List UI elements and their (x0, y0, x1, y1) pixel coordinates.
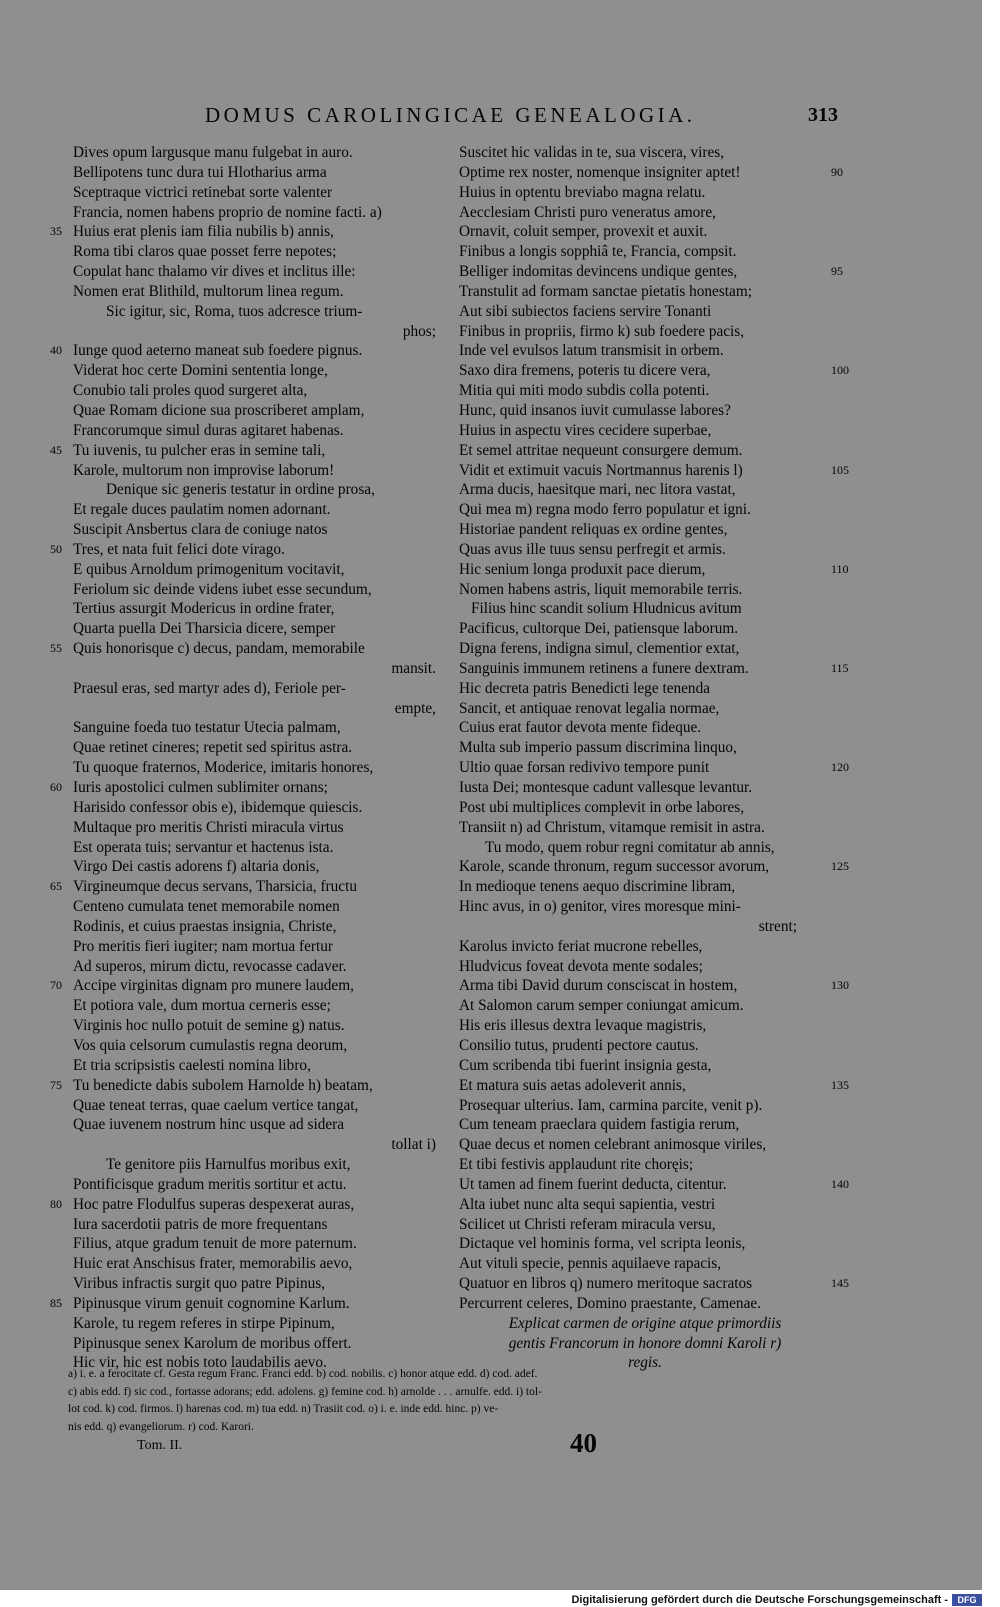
verse-text: Belliger indomitas devincens undique gentes, (459, 263, 738, 281)
verse-text: Finibus a longis sopphiâ te, Francia, compsit. (459, 243, 737, 261)
verse-text: Sanguinis immunem retinens a funere dextram. (459, 659, 749, 677)
verse-line (455, 322, 875, 342)
verse-line (40, 1314, 450, 1334)
verse-text: Praesul eras, sed martyr ades d), Feriole per- (73, 679, 346, 697)
verse-text: Tertius assurgit Modericus in ordine frater, (73, 600, 335, 618)
verse-line (455, 857, 875, 877)
verse-text: Conubio tali proles quod surgeret alta, (73, 382, 308, 400)
verse-text: Copulat hanc thalamo vir dives et inclitus ille: (73, 263, 356, 281)
verse-text: Hunc, quid insanos iuvit cumulasse labores? (459, 401, 731, 419)
verse-text: Ad superos, mirum dictu, revocasse cadaver. (73, 957, 347, 975)
verse-text: Pipinusque senex Karolum de moribus offert. (73, 1334, 352, 1352)
verse-text: Karolus invicto feriat mucrone rebelles, (459, 937, 703, 955)
verse-line (455, 282, 875, 302)
verse-line (455, 183, 875, 203)
verse-text: Rodinis, et cuius praestas insignia, Christe, (73, 917, 337, 935)
line-number: 110 (831, 561, 849, 576)
verse-text: E quibus Arnoldum primogenitum vocitavit, (73, 560, 345, 578)
verse-text: Quarta puella Dei Tharsicia dicere, semper (73, 620, 336, 638)
verse-line (455, 540, 875, 560)
verse-text: Tu modo, quem robur regni comitatur ab annis, (485, 838, 775, 856)
verse-line (40, 441, 450, 461)
footnote-line: a) i. e. a ferocitate cf. Gesta regum Franc. Franci edd. b) cod. nobilis. c) honor atque edd. d) cod. adef. (68, 1368, 538, 1380)
verse-line (455, 1195, 875, 1215)
verse-line (455, 838, 875, 858)
verse-text: Te genitore piis Harnulfus moribus exit, (106, 1156, 351, 1174)
line-number: 70 (50, 978, 62, 993)
verse-line (455, 1254, 875, 1274)
verse-line (455, 580, 875, 600)
line-number: 35 (50, 224, 62, 239)
verse-text: Suscitet hic validas in te, sua viscera, vires, (459, 144, 725, 161)
verse-line (40, 381, 450, 401)
verse-text: Prosequar ulterius. Iam, carmina parcite, venit p). (459, 1096, 763, 1114)
verse-line (40, 818, 450, 838)
verse-line (455, 480, 875, 500)
verse-text: In medioque tenens aequo discrimine libram, (459, 878, 736, 896)
verse-line (455, 699, 875, 719)
verse-text: Arma ducis, haesitque mari, nec litora vastat, (459, 481, 736, 499)
verse-line (455, 639, 875, 659)
verse-text: Tres, et nata fuit felici dote virago. (73, 540, 285, 558)
verse-line (40, 500, 450, 520)
verse-line (40, 976, 450, 996)
verse-line (40, 937, 450, 957)
verse-text: Sanguine foeda tuo testatur Utecia palmam, (73, 719, 341, 737)
verse-text: Virgineumque decus servans, Tharsicia, fructu (73, 878, 357, 896)
verse-line (455, 1115, 875, 1135)
verse-text: Arma tibi David durum consciscat in hostem, (459, 977, 738, 995)
line-number: 45 (50, 442, 62, 457)
footnotes (68, 1366, 828, 1436)
verse-text: Tu iuvenis, tu pulcher eras in semine tali, (73, 441, 326, 459)
verse-text: Bellipotens tunc dura tui Hlotharius arma (73, 163, 327, 181)
verse-text: Hinc avus, in o) genitor, vires moresque mini- (459, 898, 741, 916)
left-verse-column (40, 143, 450, 1373)
verse-text: Aut sibi subiectos faciens servire Tonanti (459, 302, 712, 320)
verse-text: Aecclesiam Christi puro veneratus amore, (459, 203, 716, 221)
verse-line (40, 183, 450, 203)
verse-text: Ornavit, coluit semper, provexit et auxit. (459, 223, 708, 241)
verse-text: phos; (402, 322, 436, 340)
line-number: 80 (50, 1196, 62, 1211)
verse-text: empte, (394, 699, 436, 717)
verse-line (455, 659, 875, 679)
verse-text: Quae Romam dicione sua proscriberet amplam, (73, 401, 365, 419)
verse-text: gentis Francorum in honore domni Karoli r) (508, 1334, 782, 1352)
verse-line (40, 143, 450, 163)
verse-text: strent; (758, 917, 797, 935)
verse-text: Francorumque simul duras agitaret habenas. (73, 421, 344, 439)
verse-line (40, 461, 450, 481)
verse-line (40, 1274, 450, 1294)
verse-text: Quae teneat terras, quae caelum vertice tangat, (73, 1096, 359, 1114)
verse-line (455, 957, 875, 977)
verse-text: Transiit n) ad Christum, vitamque remisit in astra. (459, 818, 765, 836)
verse-text: Nomen erat Blithild, multorum linea regum. (73, 282, 344, 300)
verse-text: Hoc patre Flodulfus superas despexerat auras, (73, 1195, 355, 1213)
verse-text: Explicat carmen de origine atque primordiis (508, 1314, 782, 1332)
verse-line (455, 1016, 875, 1036)
verse-line (455, 738, 875, 758)
verse-text: Huius erat plenis iam filia nubilis b) annis, (73, 223, 334, 241)
verse-line (455, 1234, 875, 1254)
line-number: 60 (50, 780, 62, 794)
verse-text: Tu benedicte dabis subolem Harnolde h) beatam, (73, 1076, 373, 1094)
verse-line (455, 381, 875, 401)
verse-text: Et potiora vale, dum mortua cerneris esse; (73, 997, 331, 1015)
verse-line (40, 917, 450, 937)
verse-line (40, 1254, 450, 1274)
verse-text: Vidit et extimuit vacuis Nortmannus harenis l) (459, 461, 743, 479)
verse-line (40, 1195, 450, 1215)
verse-line (40, 838, 450, 858)
page-number: 313 (808, 104, 838, 126)
dfg-credit-text: Digitalisierung gefördert durch die Deutsche Forschungsgemeinschaft - (571, 1594, 948, 1606)
verse-line (40, 480, 450, 500)
verse-text: Saxo dira fremens, poteris tu dicere vera, (459, 362, 711, 380)
verse-line (455, 897, 875, 917)
verse-line (455, 1314, 875, 1334)
verse-line (40, 341, 450, 361)
verse-text: Huius in aspectu vires cecidere superbae, (459, 421, 712, 439)
verse-text: Iura sacerdotii patris de more frequentans (73, 1215, 328, 1233)
verse-text: Iusta Dei; montesque cadunt vallesque levantur. (459, 779, 753, 796)
verse-line (40, 1215, 450, 1235)
verse-line (455, 1175, 875, 1195)
verse-text: Feriolum sic deinde videns iubet esse secundum, (73, 580, 372, 598)
verse-line (40, 699, 450, 719)
line-number: 125 (831, 859, 849, 874)
verse-line (455, 718, 875, 738)
verse-line (40, 1234, 450, 1254)
verse-text: Viribus infractis surgit quo patre Pipinus, (73, 1275, 326, 1293)
verse-line (455, 441, 875, 461)
verse-line (40, 421, 450, 441)
verse-text: Centeno cumulata tenet memorabile nomen (73, 898, 340, 916)
verse-line (455, 242, 875, 262)
line-number: 90 (831, 164, 843, 179)
verse-line (455, 461, 875, 481)
verse-line (40, 242, 450, 262)
verse-line (40, 877, 450, 897)
verse-line (40, 560, 450, 580)
verse-line (455, 520, 875, 540)
verse-line (455, 599, 875, 619)
verse-line (40, 361, 450, 381)
verse-text: Ut tamen ad finem fuerint deducta, citentur. (459, 1175, 727, 1193)
verse-text: Multa sub imperio passum discrimina linquo, (459, 739, 737, 757)
line-number: 135 (831, 1077, 849, 1092)
line-number: 115 (831, 660, 849, 675)
verse-line (40, 262, 450, 282)
verse-text: His eris illesus dextra levaque magistris, (459, 1017, 707, 1035)
verse-line (455, 917, 875, 937)
verse-line (40, 1294, 450, 1314)
verse-line (40, 778, 450, 798)
verse-line (40, 401, 450, 421)
verse-line (40, 798, 450, 818)
verse-line (455, 1036, 875, 1056)
verse-text: Francia, nomen habens proprio de nomine facti. a) (73, 203, 382, 221)
verse-text: At Salomon carum semper coniungat amicum. (459, 997, 744, 1015)
verse-line (455, 758, 875, 778)
line-number: 65 (50, 879, 62, 894)
line-number: 140 (831, 1176, 849, 1191)
verse-text: Pro meritis fieri iugiter; nam mortua fertur (73, 937, 333, 955)
verse-text: Consilio tutus, prudenti pectore cautus. (459, 1036, 699, 1054)
verse-text: Roma tibi claros quae posset ferre nepotes; (73, 243, 337, 261)
page-title: DOMUS CAROLINGICAE GENEALOGIA. (205, 103, 696, 127)
verse-line (455, 1294, 875, 1314)
verse-text: Filius, atque gradum tenuit de more paternum. (73, 1235, 357, 1253)
verse-line (455, 302, 875, 322)
verse-line (40, 718, 450, 738)
verse-line (455, 560, 875, 580)
verse-text: Tu quoque fraternos, Moderice, imitaris honores, (73, 759, 374, 777)
verse-text: Et semel attritae nequeunt consurgere demum. (459, 441, 743, 459)
verse-line (40, 957, 450, 977)
verse-line (455, 818, 875, 838)
line-number: 120 (831, 760, 849, 775)
footnote-line: c) abis edd. f) sic cod., fortasse adorans; edd. adolens. g) femine cod. h) arnolde . . . arnulfe. edd. i) tol- (68, 1385, 542, 1398)
verse-line (40, 580, 450, 600)
verse-text: Et matura suis aetas adoleverit annis, (459, 1076, 686, 1094)
verse-text: Scilicet ut Christi referam miracula versu, (459, 1215, 716, 1233)
verse-text: Et tria scripsistis caelesti nomina libro, (73, 1056, 311, 1074)
verse-text: Virgo Dei castis adorens f) altaria donis, (73, 858, 320, 876)
verse-line (40, 1096, 450, 1116)
verse-line (40, 163, 450, 183)
verse-text: Est operata tuis; servantur et hactenus ista. (73, 838, 334, 856)
verse-text: Denique sic generis testatur in ordine prosa, (106, 481, 375, 499)
line-number: 85 (50, 1295, 62, 1310)
verse-line (40, 639, 450, 659)
signature-mark: 40 (570, 1428, 597, 1458)
verse-line (40, 1036, 450, 1056)
verse-text: Inde vel evulsos latum transmisit in orbem. (459, 342, 724, 360)
footnote-line: lot cod. k) cod. firmos. l) harenas cod. m) tua edd. n) Trasiit cod. o) i. e. inde edd. hinc. p) ve- (68, 1403, 499, 1415)
verse-text: Iuris apostolici culmen sublimiter ornans; (73, 779, 328, 796)
verse-text: regis. (628, 1354, 662, 1372)
verse-line (40, 679, 450, 699)
verse-text: mansit. (391, 659, 436, 677)
verse-line (40, 1076, 450, 1096)
verse-line (455, 361, 875, 381)
verse-line (455, 1155, 875, 1175)
verse-text: Iunge quod aeterno maneat sub foedere pignus. (73, 342, 363, 360)
verse-text: Nomen habens astris, liquit memorabile terris. (459, 580, 743, 598)
verse-text: Pacificus, cultorque Dei, patiensque laborum. (459, 620, 739, 638)
verse-text: Ultio quae forsan redivivo tempore punit (459, 759, 710, 777)
verse-text: Cum teneam praeclara quidem fastigia rerum, (459, 1116, 740, 1134)
verse-line (40, 222, 450, 242)
verse-text: Digna ferens, indigna simul, clementior extat, (459, 640, 740, 658)
verse-text: Sic igitur, sic, Roma, tuos adcresce trium- (106, 302, 363, 320)
verse-line (40, 540, 450, 560)
digitization-credit-bar (0, 1594, 1000, 1607)
verse-text: Karole, tu regem referes in stirpe Pipinum, (73, 1314, 335, 1332)
verse-text: Cuius erat fautor devota mente fideque. (459, 719, 702, 737)
line-number: 100 (831, 363, 849, 378)
verse-line (40, 599, 450, 619)
volume-label: Tom. II. (137, 1438, 183, 1453)
verse-text: Quae retinet cineres; repetit sed spiritus astra. (73, 739, 353, 757)
verse-text: Et regale duces paulatim nomen adornant. (73, 501, 331, 519)
verse-line (40, 857, 450, 877)
verse-text: Sancit, et antiquae renovat legalia normae, (459, 699, 720, 717)
verse-line (40, 322, 450, 342)
line-number: 50 (50, 541, 62, 556)
verse-line (40, 738, 450, 758)
verse-line (455, 996, 875, 1016)
verse-text: Huic erat Anschisus frater, memorabilis aevo, (73, 1255, 353, 1273)
verse-text: Sceptraque victrici retinebat sorte valenter (73, 183, 333, 201)
verse-line (40, 1056, 450, 1076)
line-number: 40 (50, 343, 62, 358)
verse-text: Karole, multorum non improvise laborum! (73, 461, 335, 479)
verse-text: tollat i) (391, 1136, 436, 1154)
verse-text: Historiae pandent reliquas ex ordine gentes, (459, 521, 728, 539)
verse-line (455, 500, 875, 520)
verse-line (40, 1175, 450, 1195)
line-number: 95 (831, 264, 843, 279)
verse-line (455, 163, 875, 183)
verse-line (40, 996, 450, 1016)
verse-text: Cum scribenda tibi fuerint insignia gesta, (459, 1056, 712, 1074)
verse-line (40, 1135, 450, 1155)
verse-text: Pipinusque virum genuit cognomine Karlum. (73, 1294, 350, 1312)
verse-line (455, 203, 875, 223)
verse-line (455, 976, 875, 996)
verse-line (40, 203, 450, 223)
verse-line (40, 897, 450, 917)
verse-text: Harisido confessor obis e), ibidemque quiescis. (73, 798, 363, 816)
verse-line (455, 421, 875, 441)
verse-line (40, 659, 450, 679)
verse-text: Suscipit Ansbertus clara de coniuge natos (73, 521, 328, 539)
verse-text: Dives opum largusque manu fulgebat in auro. (73, 144, 353, 161)
verse-text: Viderat hoc certe Domini sententia longe, (73, 362, 328, 380)
verse-text: Aut vituli specie, pennis aquilaeve rapacis, (459, 1255, 722, 1273)
verse-text: Quas avus ille tuus sensu perfregit et armis. (459, 540, 726, 558)
verse-text: Hludvicus foveat devota mente sodales; (459, 957, 703, 975)
verse-text: Accipe virginitas dignam pro munere laudem, (73, 977, 354, 995)
line-number: 130 (831, 978, 849, 993)
verse-text: Percurrent celeres, Domino praestante, Camenae. (459, 1294, 761, 1312)
verse-text: Hic decreta patris Benedicti lege tenenda (459, 679, 711, 697)
right-verse-column (455, 143, 875, 1373)
footnote-line: nis edd. q) evangeliorum. r) cod. Karori. (68, 1420, 254, 1433)
verse-text: Quatuor en libros q) numero meritoque sacratos (459, 1275, 753, 1293)
verse-text: Et tibi festivis applaudunt rite choręis; (459, 1156, 694, 1174)
verse-text: Finibus in propriis, firmo k) sub foedere pacis, (459, 322, 745, 340)
verse-line (455, 1056, 875, 1076)
verse-text: Dictaque vel hominis forma, vel scripta leonis, (459, 1235, 746, 1253)
verse-text: Post ubi multiplices complevit in orbe labores, (459, 798, 745, 816)
verse-text: Vos quia celsorum cumulastis regna deorum, (73, 1036, 348, 1054)
verse-text: Karole, scande thronum, regum successor avorum, (459, 858, 770, 876)
verse-line (455, 877, 875, 897)
verse-line (455, 1135, 875, 1155)
verse-line (455, 1076, 875, 1096)
verse-line (40, 1016, 450, 1036)
verse-line (455, 679, 875, 699)
verse-line (455, 1274, 875, 1294)
verse-text: Quae iuvenem nostrum hinc usque ad sidera (73, 1116, 345, 1134)
verse-line (455, 619, 875, 639)
verse-text: Quis honorisque c) decus, pandam, memorabile (73, 640, 365, 658)
line-number: 55 (50, 641, 62, 656)
verse-text: Filius hinc scandit solium Hludnicus avitum (471, 600, 742, 618)
verse-line (455, 143, 875, 163)
verse-text: Mitia qui miti modo subdis colla potenti. (459, 382, 710, 400)
verse-line (455, 222, 875, 242)
line-number: 145 (831, 1276, 849, 1291)
verse-line (40, 282, 450, 302)
verse-line (40, 520, 450, 540)
verse-line (455, 778, 875, 798)
verse-line (455, 1096, 875, 1116)
verse-line (455, 341, 875, 361)
verse-line (40, 302, 450, 322)
verse-line (455, 1215, 875, 1235)
verse-text: Quae decus et nomen celebrant animosque viriles, (459, 1136, 767, 1154)
verse-text: Hic senium longa produxit pace dierum, (459, 560, 706, 578)
line-number: 105 (831, 462, 849, 477)
verse-line (455, 1334, 875, 1354)
verse-line (40, 1334, 450, 1354)
verse-text: Optime rex noster, nomenque insigniter aptet! (459, 163, 741, 181)
verse-text: Hic vir, hic est nobis toto laudabilis aevo. (73, 1354, 327, 1372)
verse-text: Multaque pro meritis Christi miracula virtus (73, 818, 344, 836)
verse-line (455, 401, 875, 421)
verse-text: Pontificisque gradum meritis sortitur et actu. (73, 1175, 347, 1193)
verse-line (455, 937, 875, 957)
verse-line (455, 798, 875, 818)
verse-text: Virginis hoc nullo potuit de semine g) natus. (73, 1017, 345, 1035)
verse-text: Qui mea m) regna modo ferro populatur et igni. (459, 501, 751, 519)
verse-line (455, 262, 875, 282)
verse-line (40, 1155, 450, 1175)
verse-text: Transtulit ad formam sanctae pietatis honestam; (459, 282, 752, 300)
verse-line (40, 1115, 450, 1135)
verse-text: Alta iubet nunc alta sequi sapientia, vestri (459, 1195, 716, 1213)
line-number: 75 (50, 1077, 62, 1092)
verse-text: Huius in optentu breviabo magna relatu. (459, 183, 706, 201)
running-header (0, 103, 982, 129)
verse-line (40, 619, 450, 639)
verse-line (40, 758, 450, 778)
dfg-logo[interactable]: DFG (952, 1594, 982, 1606)
